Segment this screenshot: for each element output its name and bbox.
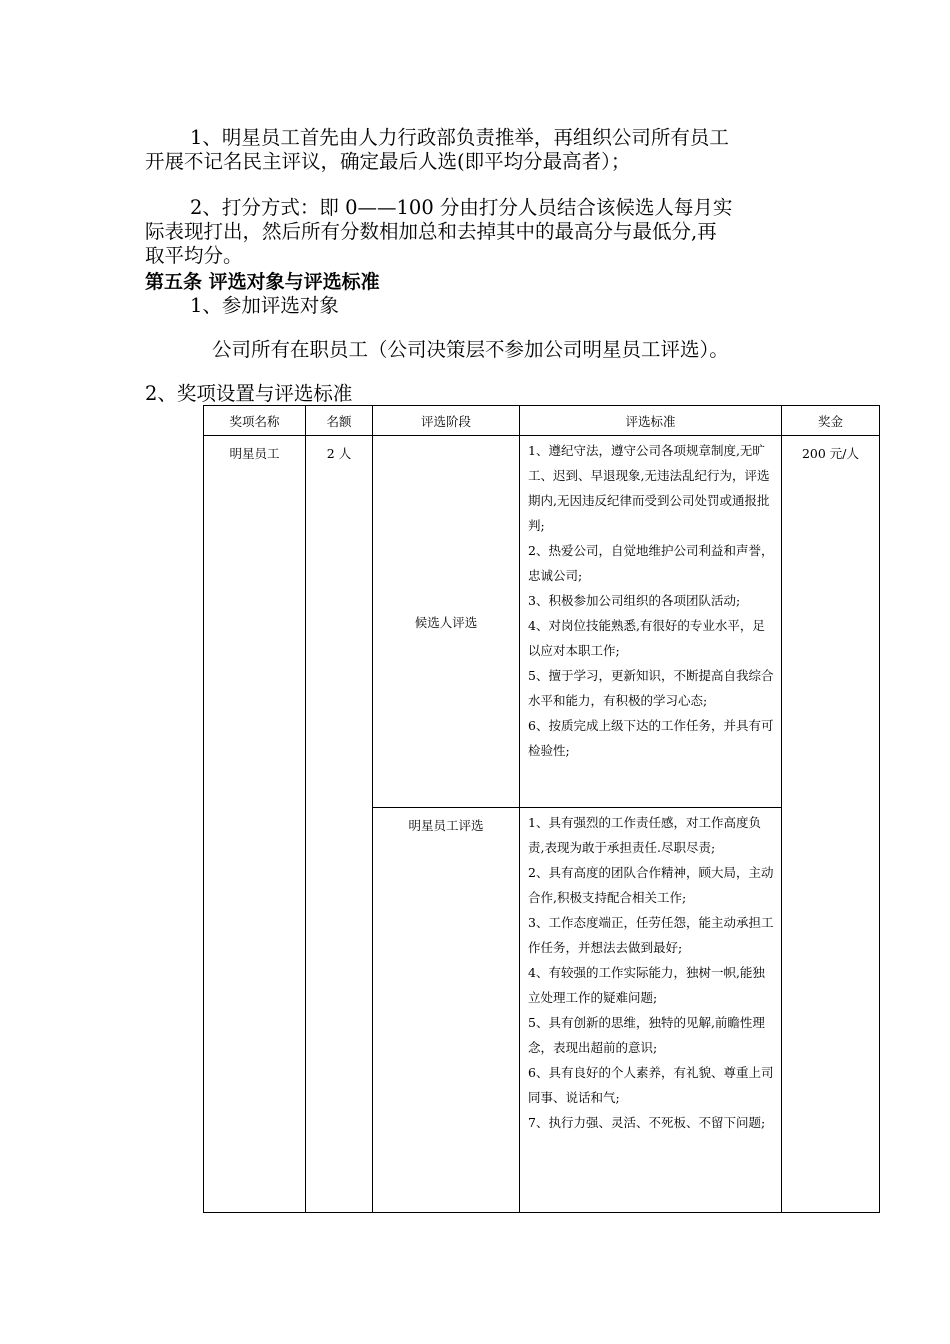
quota-cell: 2 人 [306, 436, 373, 1213]
header-quota: 名额 [306, 406, 373, 436]
criterion-item: 1、遵纪守法，遵守公司各项规章制度,无旷工、迟到、早退现象,无违法乱纪行为，评选期内,无因违反纪律而受到公司处罚或通报批判; [528, 443, 770, 533]
criterion-item: 4、有较强的工作实际能力，独树一帜,能独立处理工作的疑难问题; [528, 965, 765, 1005]
criterion-item: 4、对岗位技能熟悉,有很好的专业水平，足以应对本职工作; [528, 618, 765, 658]
table-header-row [204, 406, 880, 436]
header-award-name: 奖项名称 [204, 406, 306, 436]
criterion-item: 5、具有创新的思维，独特的见解,前瞻性理念，表现出超前的意识; [528, 1015, 765, 1055]
criterion-item: 5、擅于学习，更新知识，不断提高自我综合水平和能力，有积极的学习心态; [528, 668, 774, 708]
award-criteria-table [203, 405, 880, 1213]
criterion-item: 3、积极参加公司组织的各项团队活动; [528, 593, 741, 608]
stage-star-criteria [520, 808, 782, 1213]
header-stage: 评选阶段 [373, 406, 520, 436]
para-1-line-1: 1、明星员工首先由人力行政部负责推举，再组织公司所有员工 [190, 126, 729, 149]
para-2-line-1: 2、打分方式：即 0——100 分由打分人员结合该候选人每月实 [190, 196, 733, 219]
subsection-2-title: 2、奖项设置与评选标准 [145, 382, 353, 405]
para-1-line-2: 开展不记名民主评议，确定最后人选(即平均分最高者）； [145, 150, 631, 173]
header-bonus: 奖金 [782, 406, 880, 436]
criterion-item: 1、具有强烈的工作责任感，对工作高度负责,表现为敢于承担责任.尽职尽责; [528, 815, 761, 855]
stage-candidate-criteria [520, 436, 782, 808]
header-criteria: 评选标准 [520, 406, 782, 436]
para-2-line-2: 际表现打出，然后所有分数相加总和去掉其中的最高分与最低分,再 [145, 220, 717, 243]
table-row [204, 436, 880, 808]
criterion-item: 2、热爱公司，自觉地维护公司利益和声誉，忠诚公司; [528, 543, 774, 583]
bonus-cell: 200 元/人 [782, 436, 880, 1213]
stage-star-cell: 明星员工评选 [373, 808, 520, 1213]
criterion-item: 3、工作态度端正，任劳任怨，能主动承担工作任务，并想法去做到最好; [528, 915, 774, 955]
criterion-item: 6、具有良好的个人素养，有礼貌、尊重上司同事、说话和气; [528, 1065, 774, 1105]
award-name-cell: 明星员工 [204, 436, 306, 1213]
criterion-item: 6、按质完成上级下达的工作任务，并具有可检验性; [528, 718, 774, 758]
stage-candidate-cell: 候选人评选 [373, 436, 520, 808]
criterion-item: 2、具有高度的团队合作精神，顾大局，主动合作,积极支持配合相关工作; [528, 865, 774, 905]
subsection-1-title: 1、参加评选对象 [190, 294, 339, 317]
subsection-1-body: 公司所有在职员工（公司决策层不参加公司明星员工评选）。 [212, 338, 729, 361]
criterion-item: 7、执行力强、灵活、不死板、不留下问题; [528, 1115, 766, 1130]
para-2-line-3: 取平均分。 [145, 244, 243, 267]
section-heading: 第五条 评选对象与评选标准 [145, 271, 380, 293]
